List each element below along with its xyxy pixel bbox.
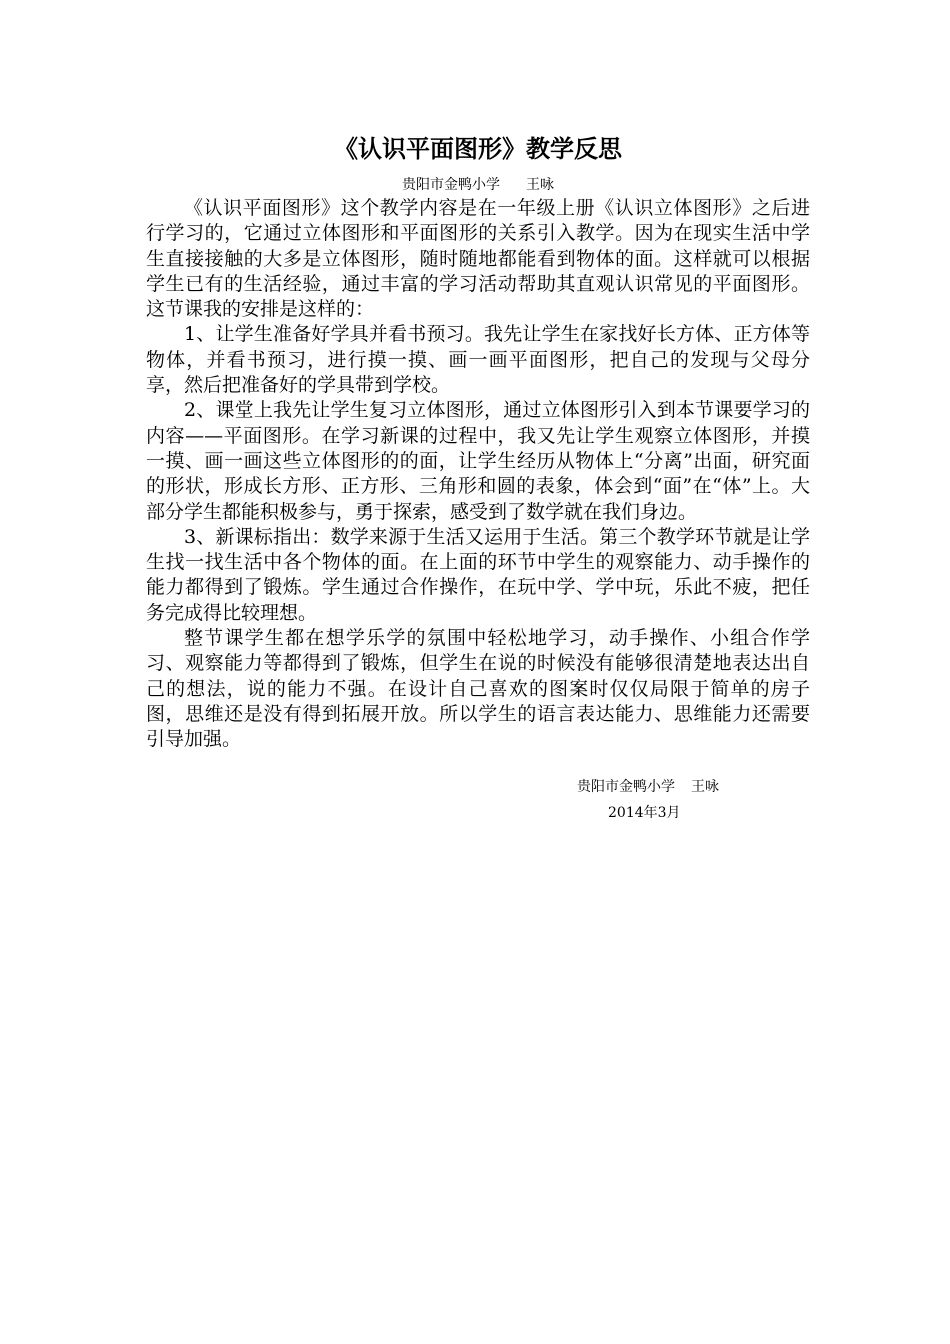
document-byline <box>146 174 810 196</box>
document-body <box>146 196 810 753</box>
paragraph-step-2: 2、课堂上我先让学生复习立体图形，通过立体图形引入到本节课要学习的内容——平面图形。在学习新课的过程中，我又先让学生观察立体图形，并摸一摸、画一画这些立体图形的的面，让学生经历从物体上“分离”出面，研究面的形状，形成长方形、正方形、三角形和圆的表象，体会到“面”在“体”上。大部分学生都能积极参与，勇于探索，感受到了数学就在我们身边。 <box>146 399 810 523</box>
document-title: 《认识平面图形》教学反思 <box>334 134 622 163</box>
byline-author: 王咏 <box>526 177 554 193</box>
paragraph-intro: 《认识平面图形》这个教学内容是在一年级上册《认识立体图形》之后进行学习的，它通过立体图形和平面图形的关系引入教学。因为在现实生活中学生直接接触的大多是立体图形，随时随地都能看到物体的面。这样就可以根据学生已有的生活经验，通过丰富的学习活动帮助其直观认识常见的平面图形。这节课我的安排是这样的： <box>146 197 810 321</box>
signature-author: 王咏 <box>691 779 719 795</box>
paragraph-step-3: 3、新课标指出：数学来源于生活又运用于生活。第三个教学环节就是让学生找一找生活中各个物体的面。在上面的环节中学生的观察能力、动手操作的能力都得到了锻炼。学生通过合作操作，在玩中学、学中玩，乐此不疲，把任务完成得比较理想。 <box>146 525 810 624</box>
document-signature <box>577 774 757 826</box>
signature-school: 贵阳市金鸭小学 <box>577 779 675 795</box>
byline-school: 贵阳市金鸭小学 <box>402 177 500 193</box>
document-content <box>146 132 810 753</box>
signature-name-line <box>577 774 757 800</box>
signature-date: 2014年3月 <box>608 805 681 821</box>
paragraph-step-1: 1、让学生准备好学具并看书预习。我先让学生在家找好长方体、正方体等物体，并看书预习，进行摸一摸、画一画平面图形，把自己的发现与父母分享，然后把准备好的学具带到学校。 <box>146 323 810 397</box>
paragraph-summary: 整节课学生都在想学乐学的氛围中轻松地学习，动手操作、小组合作学习、观察能力等都得到了锻炼，但学生在说的时候没有能够很清楚地表达出自己的想法，说的能力不强。在设计自己喜欢的图案时仅仅局限于简单的房子图，思维还是没有得到拓展开放。所以学生的语言表达能力、思维能力还需要引导加强。 <box>146 627 810 751</box>
